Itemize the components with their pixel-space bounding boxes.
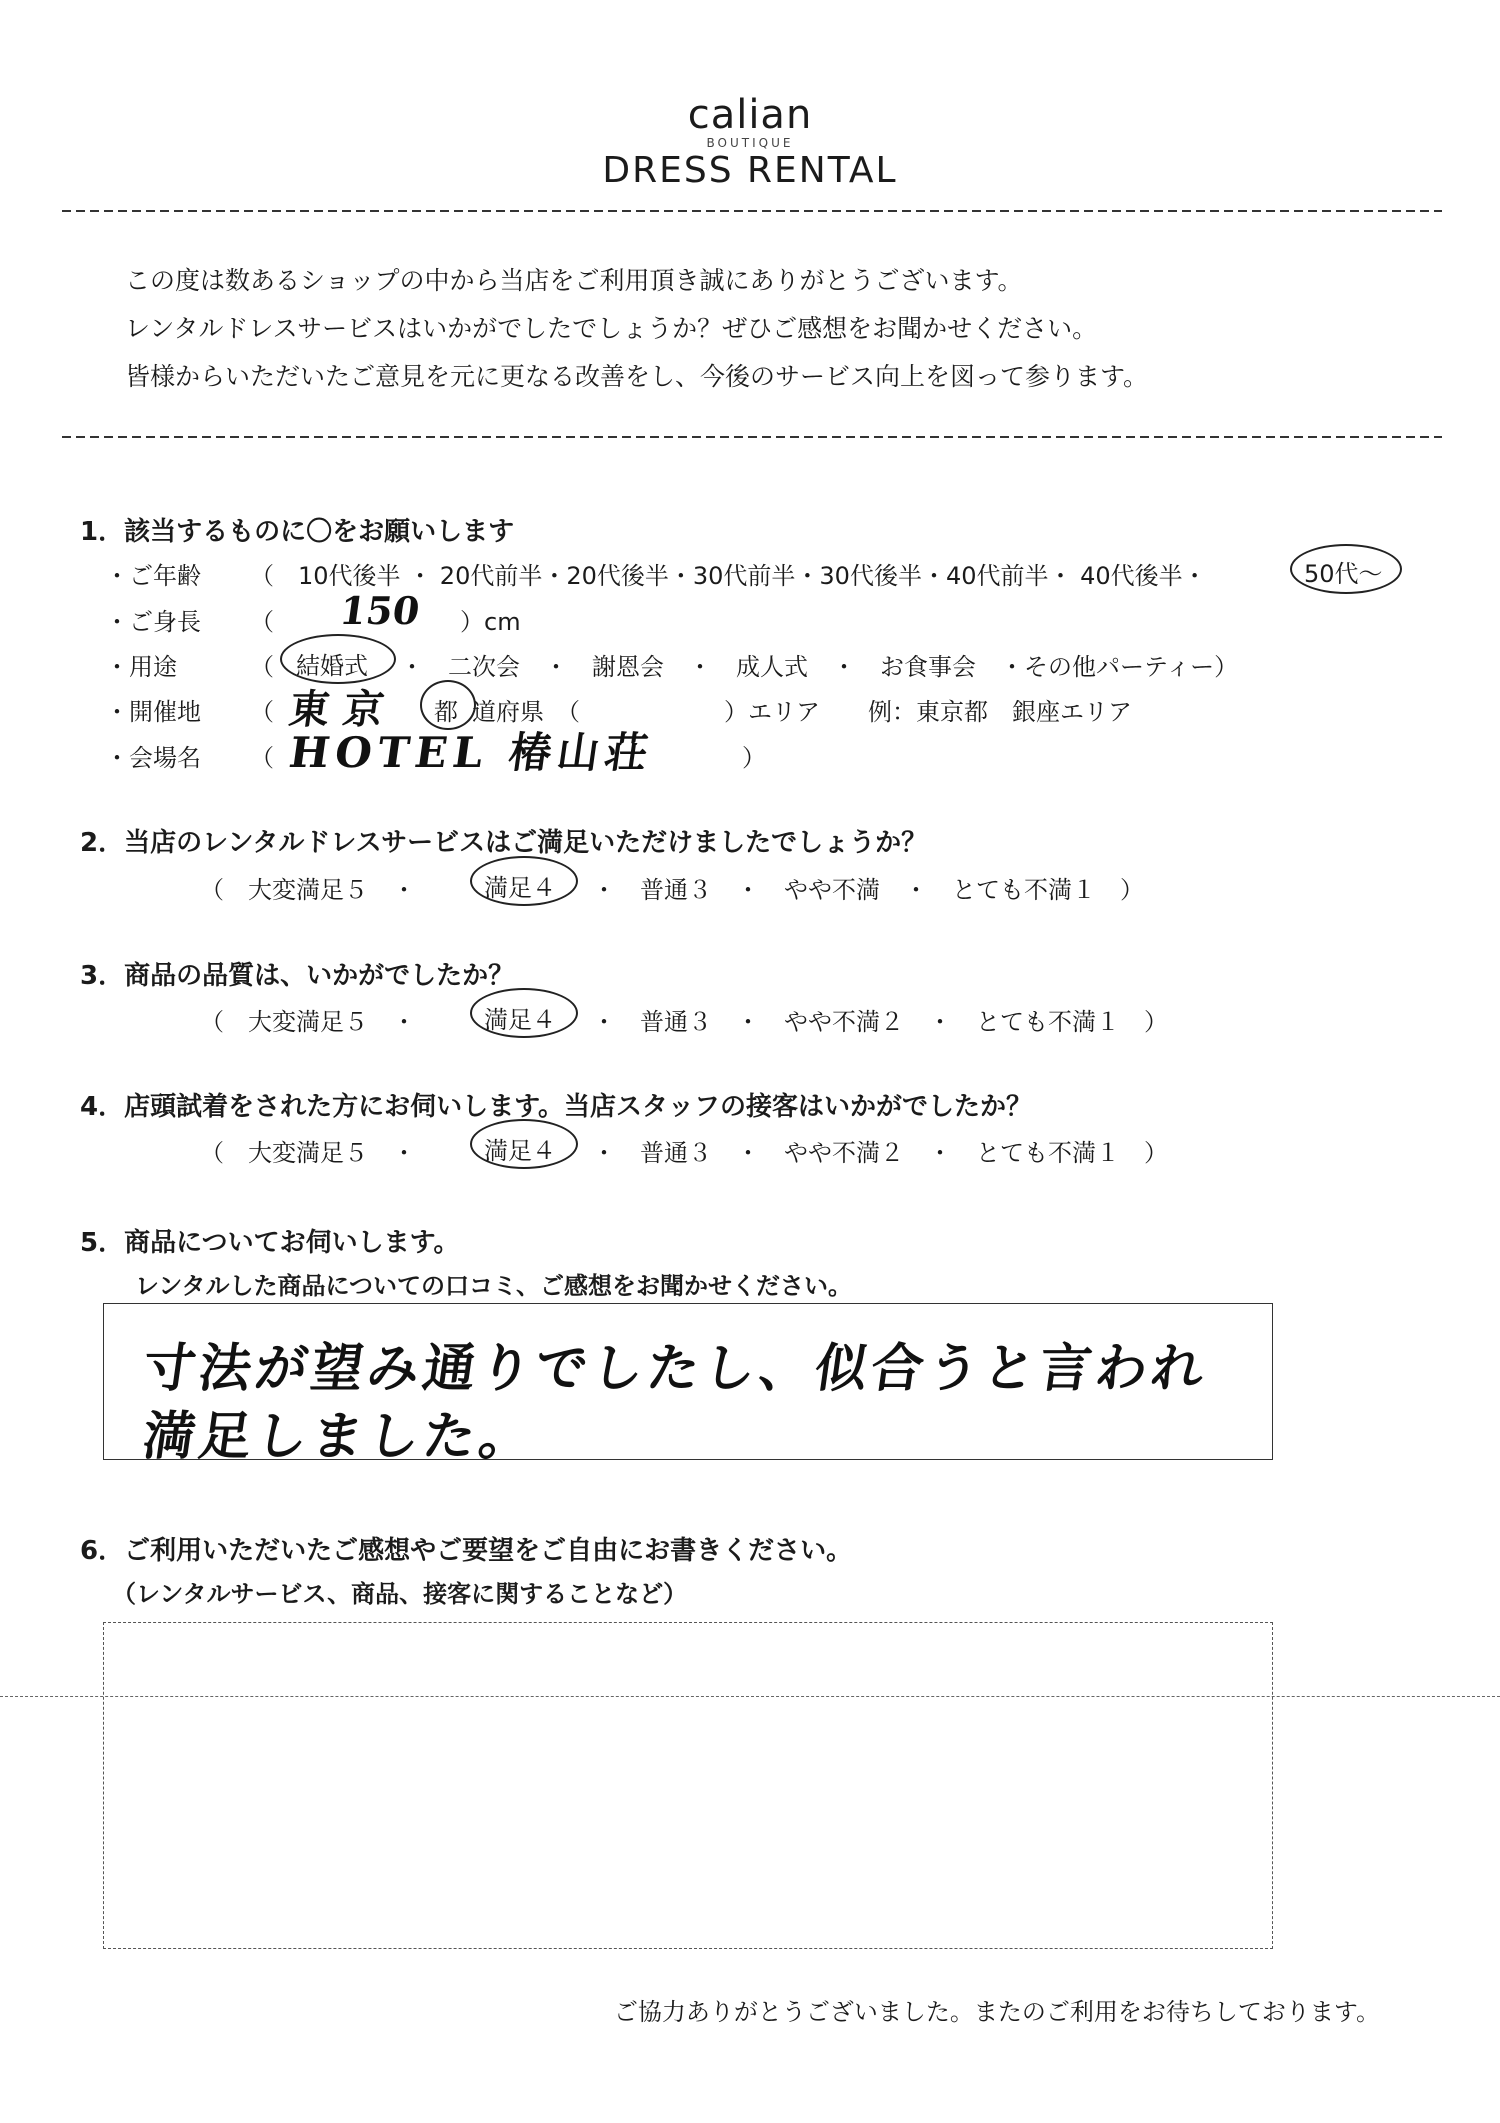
venue-open: （ [250,744,274,772]
venue-value[interactable]: HOTEL 椿山荘 [286,728,657,777]
q6-answer-box[interactable] [103,1622,1273,1949]
q3-heading: 3．商品の品質は、いかがでしたか？ [80,961,515,991]
purpose-selected[interactable] [280,634,395,684]
q5-subheading: レンタルした商品についての口コミ、ご感想をお聞かせください。 [135,1272,852,1300]
location-value[interactable]: 東京 [286,686,401,733]
q4-selected[interactable] [470,1119,580,1169]
location-label: ・開催地 [105,698,201,726]
q2-before: （ 大変満足５ ・ [200,876,416,904]
location-rest: 道府県 （ ）エリア 例：東京都 銀座エリア [472,698,1132,726]
q6-subheading: （レンタルサービス、商品、接客に関することなど） [112,1580,688,1608]
q2-after: ・ 普通３ ・ やや不満 ・ とても不満１ ） [592,876,1144,904]
q1-heading: 1．該当するものに〇をお願いします [80,517,515,547]
age-label: ・ご年齢 [105,562,201,590]
page-title: DRESS RENTAL [602,150,898,191]
intro-line: この度は数あるショップの中から当店をご利用頂き誠にありがとうございます。 [125,266,1023,295]
intro-line: レンタルドレスサービスはいかがでしたでしょうか？ぜひご感想をお聞かせください。 [125,314,1098,343]
purpose-selected-label: 結婚式 [296,652,368,680]
venue-close: ） [742,744,766,772]
location-open: （ [250,698,274,726]
purpose-options: ・ 二次会 ・ 謝恩会 ・ 成人式 ・ お食事会 ・その他パーティー） [400,653,1239,681]
q2-heading: 2．当店のレンタルドレスサービスはご満足いただけましたでしょうか？ [80,828,928,858]
q6-heading: 6．ご利用いただいたご感想やご要望をご自由にお書きください。 [80,1536,853,1566]
bottom-separator [62,422,1442,452]
height-open: （ [250,608,274,636]
scan-line [0,1696,1500,1697]
q4-heading: 4．店頭試着をされた方にお伺いします。当店スタッフの接客はいかがでしたか？ [80,1092,1033,1122]
top-separator [62,196,1442,226]
age-options: （ 10代後半 ・ 20代前半・20代後半・30代前半・30代後半・40代前半・ 40代後半・ [250,562,1207,590]
age-selected-label: 50代〜 [1304,560,1383,588]
q3-selected[interactable] [470,988,580,1038]
q4-before: （ 大変満足５ ・ [200,1139,416,1167]
q5-heading: 5．商品についてお伺いします。 [80,1228,460,1258]
height-unit: ）cm [460,608,521,636]
q5-answer-line-1: 寸法が望み通りでしたし、似合うと言われ [139,1338,1212,1399]
height-value[interactable]: 150 [336,588,423,633]
location-prefecture-label: 都 [434,698,458,726]
q4-after: ・ 普通３ ・ やや不満２ ・ とても不満１ ） [592,1139,1168,1167]
purpose-open: （ [250,653,274,681]
q4-selected-label: 満足４ [484,1137,556,1165]
q2-selected[interactable] [470,856,580,906]
venue-label: ・会場名 [105,744,201,772]
purpose-label: ・用途 [105,653,177,681]
q5-answer-box[interactable] [103,1303,1273,1467]
footer-thanks: ご協力ありがとうございました。またのご利用をお待ちしております。 [613,1998,1380,2026]
q3-selected-label: 満足４ [484,1006,556,1034]
q3-before: （ 大変満足５ ・ [200,1008,416,1036]
age-selected[interactable] [1290,544,1400,594]
q2-selected-label: 満足４ [484,874,556,902]
height-label: ・ご身長 [105,608,201,636]
brand-subtitle: BOUTIQUE [706,136,794,150]
intro-text [125,257,1148,401]
intro-line: 皆様からいただいたご意見を元に更なる改善をし、今後のサービス向上を図って参ります。 [125,362,1149,391]
q5-answer-line-2: 満足しました。 [139,1406,540,1467]
q3-after: ・ 普通３ ・ やや不満２ ・ とても不満１ ） [592,1008,1168,1036]
brand-logo: calian [687,92,813,138]
